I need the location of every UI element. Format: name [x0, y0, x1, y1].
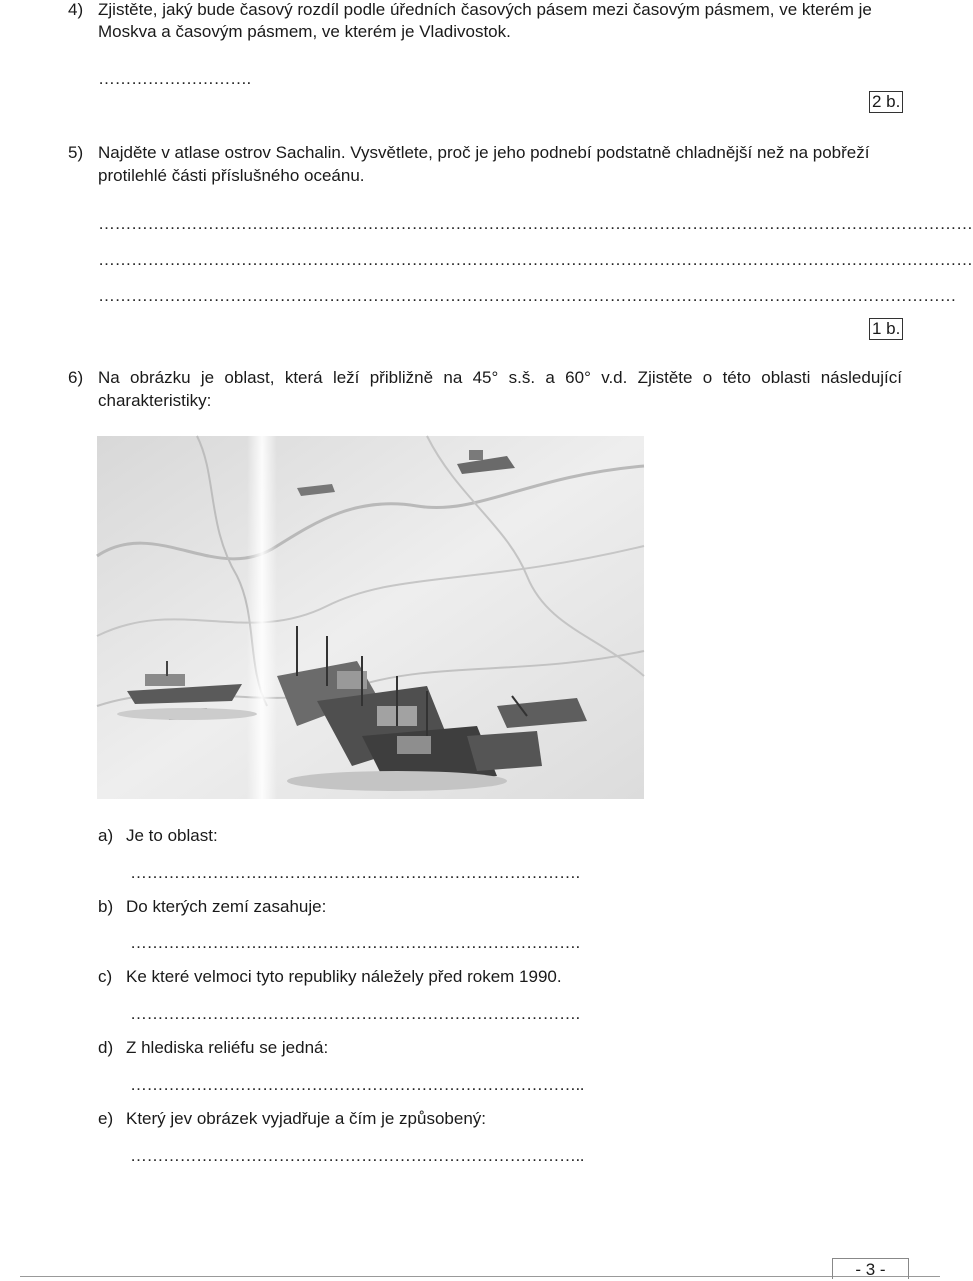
- q6-item-c-text: Ke které velmoci tyto republiky náležely před rokem 1990.: [126, 967, 562, 986]
- photo-stranded-ships: [97, 436, 644, 799]
- q5-answer-line-1[interactable]: ……………………………………………………………………………………………………………………………………………: [98, 214, 973, 233]
- q5-number: 5): [68, 143, 84, 162]
- q6-number: 6): [68, 368, 84, 387]
- q6-item-c-label: c): [98, 967, 113, 986]
- q4-text-line-1: Zjistěte, jaký bude časový rozdíl podle úředních časových pásem mezi časovým pásmem, ve kterém je: [98, 0, 872, 19]
- q6-item-d-label: d): [98, 1038, 114, 1057]
- page-number: - 3 -: [832, 1258, 909, 1279]
- q4-text-line-2: Moskva a časovým pásmem, ve kterém je Vladivostok.: [98, 22, 511, 41]
- q6-item-b-label: b): [98, 897, 114, 916]
- q6-item-e-label: e): [98, 1109, 114, 1128]
- q5-text-line-1: Najděte v atlase ostrov Sachalin. Vysvětlete, proč je jeho podnebí podstatně chladnější než na pobřeží: [98, 143, 870, 162]
- q6-text-line-1: Na obrázku je oblast, která leží přibližně na 45° s.š. a 60° v.d. Zjistěte o této oblasti následující: [98, 368, 902, 387]
- q6-item-a-text: Je to oblast:: [126, 826, 218, 845]
- q5-points: 1 b.: [869, 318, 903, 340]
- q6-item-e-answer[interactable]: ………………………………………………………………………..: [130, 1146, 584, 1165]
- q6-item-d-answer[interactable]: ………………………………………………………………………..: [130, 1075, 584, 1094]
- q6-item-c-answer[interactable]: ……………………………………………………………………….: [130, 1004, 580, 1023]
- q4-answer-line[interactable]: ……………………….: [98, 69, 251, 88]
- q6-item-b-answer[interactable]: ……………………………………………………………………….: [130, 933, 580, 952]
- footer-rule: [20, 1276, 940, 1277]
- q4-points: 2 b.: [869, 91, 903, 113]
- q4-number: 4): [68, 0, 84, 19]
- q6-item-a-answer[interactable]: ……………………………………………………………………….: [130, 863, 580, 882]
- q6-item-e-text: Který jev obrázek vyjadřuje a čím je způsobený:: [126, 1109, 487, 1128]
- q6-text-line-2: charakteristiky:: [98, 391, 212, 410]
- q5-text-line-2: protilehlé části příslušného oceánu.: [98, 166, 365, 185]
- q6-item-d-text: Z hlediska reliéfu se jedná:: [126, 1038, 329, 1057]
- q6-item-b-text: Do kterých zemí zasahuje:: [126, 897, 327, 916]
- q6-item-a-label: a): [98, 826, 114, 845]
- q5-answer-line-2[interactable]: ……………………………………………………………………………………………………………………………………………: [98, 250, 973, 269]
- q5-answer-line-3[interactable]: …………………………………………………………………………………………………………………………………………: [98, 286, 956, 305]
